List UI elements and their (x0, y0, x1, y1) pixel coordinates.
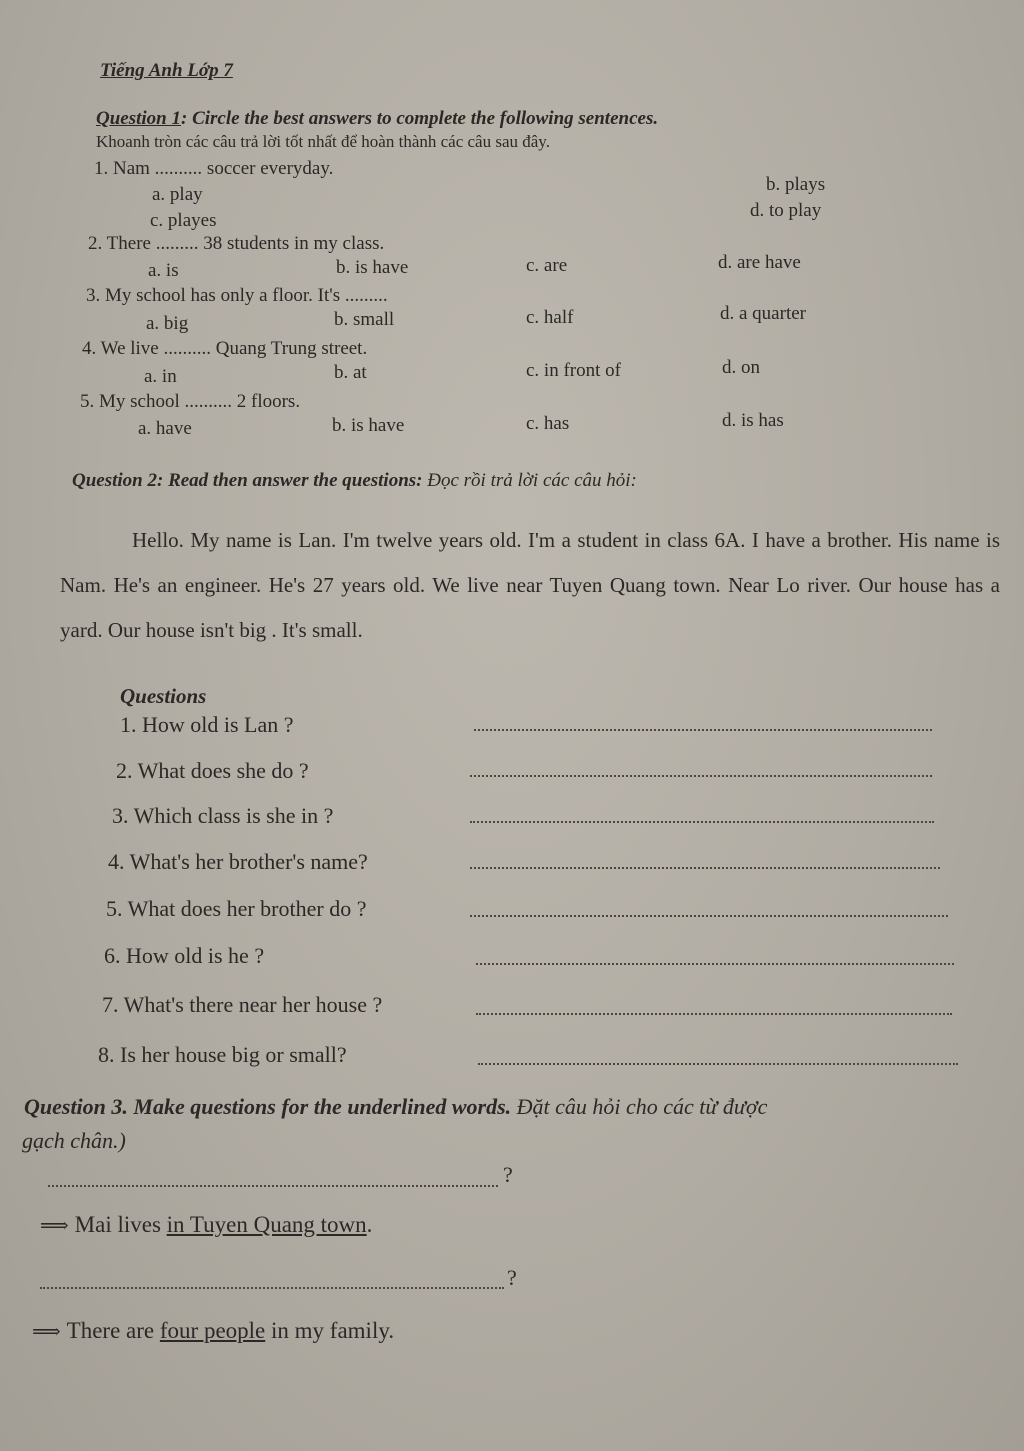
question3-vietnamese-line1: Đặt câu hỏi cho các từ được (516, 1094, 768, 1119)
sentence-2-after: in my family. (265, 1318, 395, 1343)
sentence-1-before: Mai lives (74, 1212, 167, 1237)
q1-item-2-option-a[interactable]: a. is (148, 260, 179, 281)
answer-line-2[interactable] (470, 775, 932, 777)
sentence-1-after: . (366, 1212, 373, 1237)
question3-blank-2[interactable] (40, 1287, 504, 1289)
reading-passage (60, 518, 1000, 653)
q1-item-3-option-d[interactable]: d. a quarter (720, 303, 806, 324)
comprehension-question-1: 1. How old is Lan ? (120, 712, 294, 737)
reading-passage-text: Hello. My name is Lan. I'm twelve years old. I'm a student in class 6A. I have a brother. His name is Nam. He's an engineer. He's 27 years old. We live near Tuyen Quang town. Near Lo river. Our house has a yard. Our house isn't big . It's small. (60, 528, 1000, 642)
question3-vietnamese-line2: gạch chân.) (22, 1128, 126, 1153)
comprehension-question-2: 2. What does she do ? (116, 758, 309, 783)
comprehension-question-5: 5. What does her brother do ? (106, 896, 367, 921)
q1-item-2-stem: 2. There ......... 38 students in my class. (88, 233, 385, 254)
question1-vietnamese: Khoanh tròn các câu trả lời tốt nhất để hoàn thành các câu sau đây. (96, 132, 550, 151)
question1-heading (96, 108, 658, 130)
q1-item-3-stem: 3. My school has only a floor. It's ......... (86, 285, 388, 306)
q1-item-1-option-b[interactable]: b. plays (766, 174, 826, 195)
answer-line-5[interactable] (470, 915, 948, 917)
q1-item-4-stem: 4. We live .......... Quang Trung street. (82, 338, 368, 359)
question1-instruction: : Circle the best answers to complete the following sentences. (181, 108, 659, 129)
q1-item-4-option-d[interactable]: d. on (722, 357, 760, 378)
question3-blank-1[interactable] (48, 1185, 498, 1187)
question2-vietnamese: Đọc rồi trả lời các câu hỏi: (427, 470, 637, 491)
question3-sentence-2 (32, 1318, 394, 1344)
q1-item-3-option-b[interactable]: b. small (334, 309, 395, 330)
question3-heading (24, 1094, 767, 1120)
answer-line-8[interactable] (478, 1063, 958, 1065)
q1-item-4-option-a[interactable]: a. in (144, 366, 177, 387)
q1-item-3-option-a[interactable]: a. big (146, 313, 189, 334)
q1-item-2-option-b[interactable]: b. is have (336, 257, 409, 278)
arrow-icon: ⟹ (32, 1321, 61, 1343)
question3-sentence-1 (40, 1212, 372, 1238)
sentence-1-underlined: in Tuyen Quang town (166, 1212, 367, 1237)
question2-title: Question 2: Read then answer the questions: (72, 470, 423, 491)
q1-item-1-stem: 1. Nam .......... soccer everyday. (94, 158, 334, 179)
document-title: Tiếng Anh Lớp 7 (100, 60, 233, 81)
answer-line-4[interactable] (470, 867, 940, 869)
q1-item-5-stem: 5. My school .......... 2 floors. (80, 391, 301, 412)
q1-item-1-option-c[interactable]: c. playes (150, 210, 217, 231)
question3-question-mark-1: ? (503, 1162, 513, 1187)
answer-line-6[interactable] (476, 963, 954, 965)
q1-item-1-option-a[interactable]: a. play (152, 184, 203, 205)
q1-item-5-option-d[interactable]: d. is has (722, 410, 784, 431)
answer-line-1[interactable] (474, 729, 932, 731)
q1-item-2-option-d[interactable]: d. are have (718, 252, 801, 273)
comprehension-question-6: 6. How old is he ? (104, 943, 265, 968)
sentence-2-underlined: four people (159, 1318, 266, 1343)
question1-number: Question 1 (96, 108, 181, 129)
comprehension-question-8: 8. Is her house big or small? (98, 1042, 347, 1067)
comprehension-question-3: 3. Which class is she in ? (112, 803, 334, 828)
q1-item-5-option-b[interactable]: b. is have (332, 415, 405, 436)
answer-line-3[interactable] (470, 821, 934, 823)
question2-heading (72, 470, 637, 492)
question3-title: Question 3. Make questions for the underlined words. (24, 1094, 512, 1119)
comprehension-question-4: 4. What's her brother's name? (108, 849, 368, 874)
q1-item-4-option-b[interactable]: b. at (334, 362, 367, 383)
q1-item-5-option-c[interactable]: c. has (526, 413, 570, 434)
q1-item-4-option-c[interactable]: c. in front of (526, 360, 621, 381)
comprehension-question-7: 7. What's there near her house ? (102, 992, 383, 1017)
q1-item-3-option-c[interactable]: c. half (526, 307, 574, 328)
question3-question-mark-2: ? (507, 1265, 517, 1290)
q1-item-5-option-a[interactable]: a. have (138, 418, 192, 439)
questions-label: Questions (120, 684, 207, 708)
q1-item-1-option-d[interactable]: d. to play (750, 200, 822, 221)
q1-item-2-option-c[interactable]: c. are (526, 255, 568, 276)
arrow-icon: ⟹ (40, 1215, 69, 1237)
answer-line-7[interactable] (476, 1013, 952, 1015)
sentence-2-before: There are (66, 1318, 160, 1343)
